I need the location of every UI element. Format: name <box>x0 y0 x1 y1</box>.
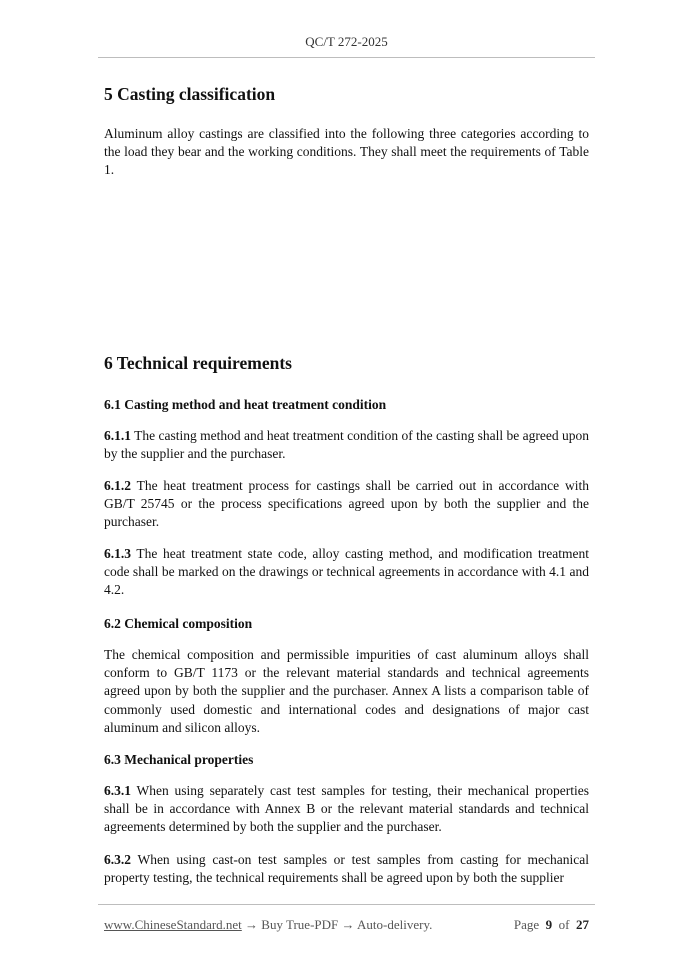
page-indicator <box>514 917 589 933</box>
clause-6-3-2-number: 6.3.2 <box>104 852 131 867</box>
section-6-heading-block <box>104 352 589 374</box>
page-label: Page <box>513 917 540 932</box>
clause-6-1-1 <box>104 427 589 463</box>
clause-6-1-1-paragraph <box>104 427 589 463</box>
section-5-paragraph: Aluminum alloy castings are classified into the following three categories according to the load they bear and the working conditions. They shall meet the requirements of Table 1. <box>104 126 589 178</box>
buy-pdf-text: Buy True-PDF <box>261 917 339 932</box>
clause-6-3-2-paragraph <box>104 851 589 887</box>
section-6-2-body <box>104 646 589 737</box>
section-6-2-heading-block <box>104 615 589 633</box>
section-6-3-heading-block <box>104 751 589 769</box>
arrow-right-icon: → <box>338 917 358 932</box>
document-code: QC/T 272-2025 <box>305 34 388 49</box>
site-link[interactable]: www.ChineseStandard.net <box>104 917 242 932</box>
total-pages-number: 27 <box>576 917 589 932</box>
clause-6-3-2 <box>104 851 589 887</box>
section-6-1-heading-block <box>104 396 589 414</box>
header-divider <box>98 57 595 58</box>
clause-6-3-1-paragraph <box>104 782 589 837</box>
clause-6-1-3-number: 6.1.3 <box>104 546 131 561</box>
footer-divider <box>98 904 595 905</box>
section-5-heading: 5 Casting classification <box>104 84 276 104</box>
clause-6-3-1-text: When using separately cast test samples for testing, their mechanical properties shall be in accordance with Annex B or the relevant material standards and technical agreements determined by both the supplier and the purchaser. <box>104 783 589 835</box>
section-5-heading-block <box>104 83 589 105</box>
clause-6-1-2-paragraph <box>104 477 589 532</box>
section-6-2-paragraph: The chemical composition and permissible impurities of cast aluminum alloys shall conform to GB/T 1173 or the relevant material standards and technical agreements agreed upon by both the supplier and the purchaser. Annex A lists a comparison table of commonly used domestic and international codes and designations of major cast aluminum and silicon alloys. <box>104 647 589 735</box>
clause-6-1-2 <box>104 477 589 532</box>
auto-delivery-text: Auto-delivery. <box>357 917 433 932</box>
clause-6-1-2-text: The heat treatment process for castings shall be carried out in accordance with GB/T 25745 or the process specifications agreed upon by both the supplier and the purchaser. <box>104 478 589 530</box>
clause-6-1-2-number: 6.1.2 <box>104 478 131 493</box>
clause-6-1-3-text: The heat treatment state code, alloy casting method, and modification treatment code shall be marked on the drawings or technical agreements in accordance with 4.1 and 4.2. <box>104 546 589 598</box>
clause-6-1-3 <box>104 545 589 600</box>
current-page-number: 9 <box>545 917 553 932</box>
page-header <box>0 34 693 50</box>
clause-6-3-1 <box>104 782 589 837</box>
clause-6-3-2-text: When using cast-on test samples or test samples from casting for mechanical property testing, the technical requirements shall be agreed upon by both the supplier <box>104 852 589 886</box>
section-6-heading: 6 Technical requirements <box>104 353 292 373</box>
section-6-2-heading: 6.2 Chemical composition <box>104 616 253 631</box>
of-label: of <box>558 917 570 932</box>
section-5-body <box>104 125 589 180</box>
clause-6-1-1-number: 6.1.1 <box>104 428 131 443</box>
arrow-right-icon: → <box>241 917 262 932</box>
clause-6-1-3-paragraph <box>104 545 589 600</box>
section-6-1-heading: 6.1 Casting method and heat treatment condition <box>104 397 387 412</box>
clause-6-1-1-text: The casting method and heat treatment condition of the casting shall be agreed upon by the supplier and the purchaser. <box>104 428 589 462</box>
section-6-3-heading: 6.3 Mechanical properties <box>104 752 254 767</box>
footer-promo <box>104 917 432 933</box>
clause-6-3-1-number: 6.3.1 <box>104 783 131 798</box>
